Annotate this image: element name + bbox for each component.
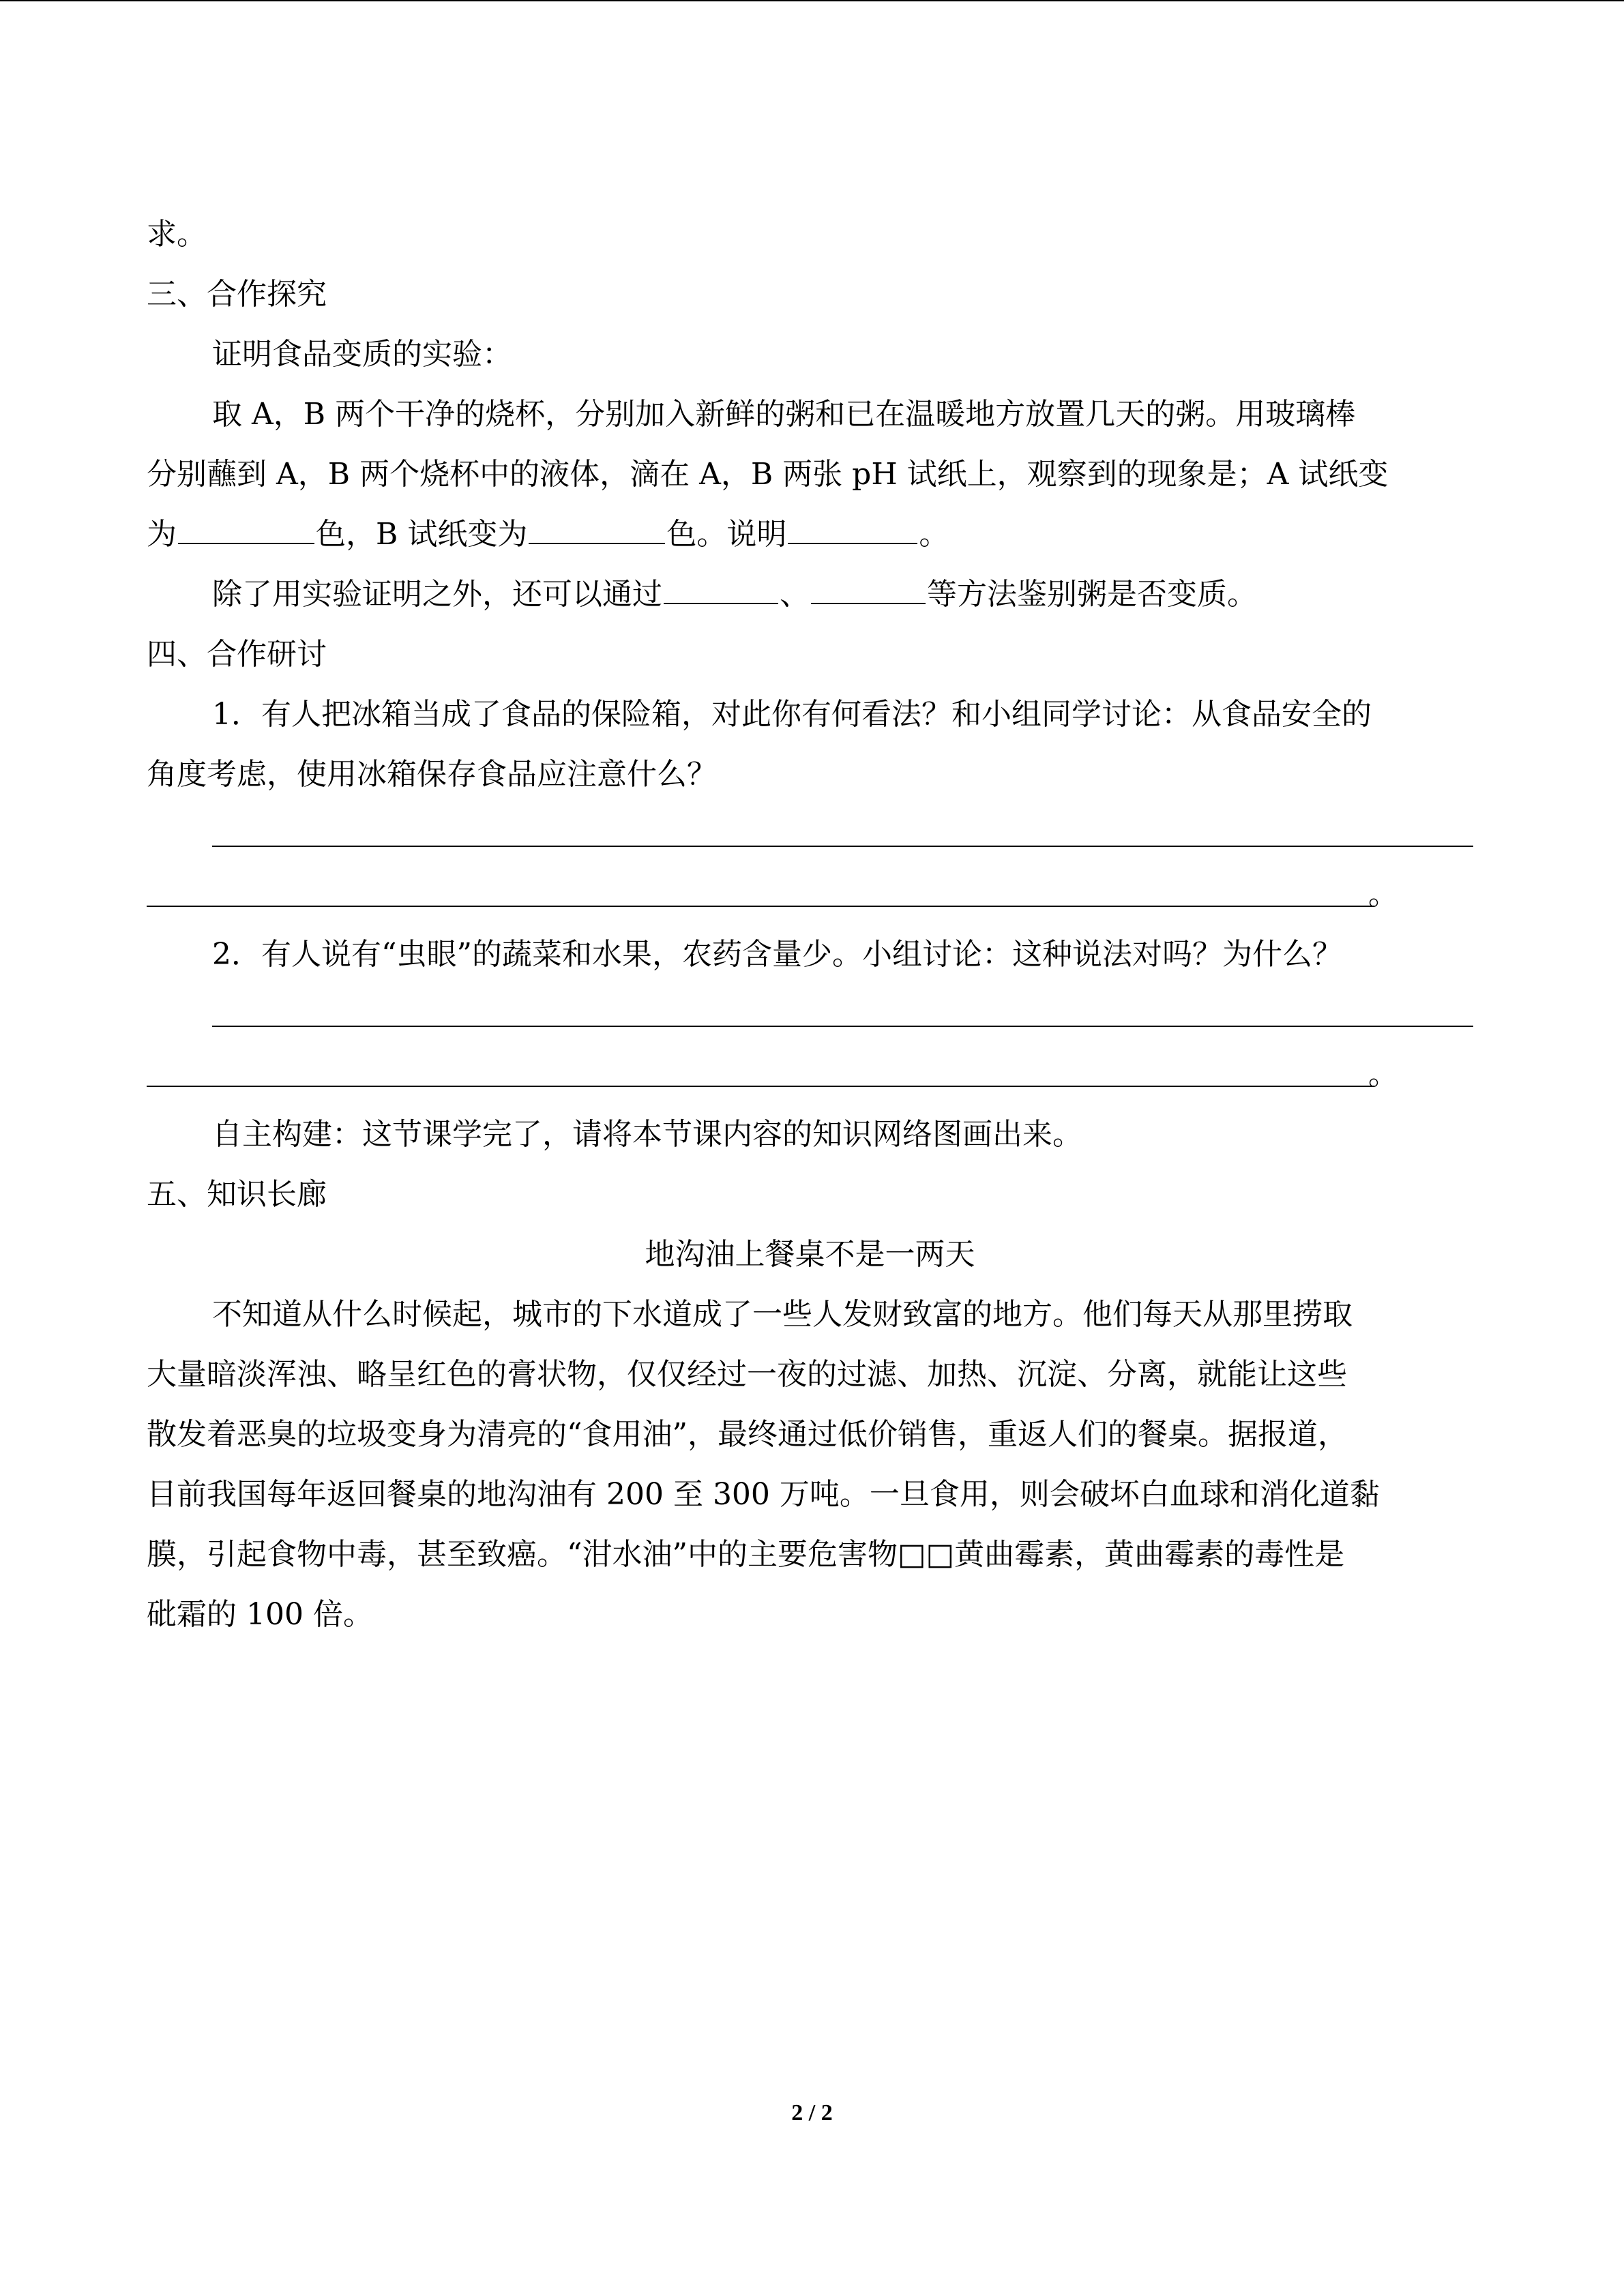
article-text: 膜，引起食物中毒，甚至致癌。“泔水油”中的主要危害物□□黄曲霉素，黄曲霉素的毒性是 [147,1537,1345,1572]
text-fragment: 。 [919,517,949,552]
page-top-border [0,0,1624,1]
page-number: 2 / 2 [791,2100,833,2126]
answer-line[interactable] [147,985,1473,1045]
question-1-cont: 角度考虑，使用冰箱保存食品应注意什么？ [147,757,717,792]
answer-blank[interactable] [529,513,665,544]
experiment-text: 取 A，B 两个干净的烧杯，分别加入新鲜的粥和已在温暖地方放置几天的粥。用玻璃棒 [212,397,1356,432]
answer-rule [212,846,1473,847]
article-title: 地沟油上餐桌不是一两天 [645,1237,975,1272]
question-2: 2．有人说有“虫眼”的蔬菜和水果，农药含量少。小组讨论：这种说法对吗？为什么？ [212,937,1342,972]
section-heading-3: 三、合作探究 [147,277,327,312]
answer-blank[interactable] [811,573,926,604]
article-text: 散发着恶臭的垃圾变身为清亮的“食用油”，最终通过低价销售，重返人们的餐桌。据报道， [147,1417,1348,1452]
answer-rule [147,906,1374,907]
fill-in-line [147,505,1473,565]
article-text: 大量暗淡浑浊、略呈红色的膏状物，仅仅经过一夜的过滤、加热、沉淀、分离，就能让这些 [147,1357,1347,1392]
answer-line[interactable] [147,1045,1473,1105]
text-fragment: 色。说明 [666,517,787,552]
answer-blank[interactable] [664,573,778,604]
answer-rule [147,1086,1374,1087]
article-text: 目前我国每年返回餐桌的地沟油有 200 至 300 万吨。一旦食用，则会破坏白血球和消化道黏 [147,1477,1380,1512]
answer-rule [212,1026,1473,1027]
period-mark: 。 [1368,1057,1398,1092]
experiment-text: 分别蘸到 A，B 两个烧杯中的液体，滴在 A，B 两张 pH 试纸上，观察到的现象是；A 试纸变 [147,457,1389,492]
answer-line[interactable] [147,805,1473,865]
section-heading-4: 四、合作研讨 [147,637,327,672]
text-line: 求。 [147,217,207,252]
article-text: 砒霜的 100 倍。 [147,1597,373,1632]
experiment-heading: 证明食品变质的实验： [212,337,512,372]
section-heading-5: 五、知识长廊 [147,1177,327,1212]
text-fragment: 为 [147,517,177,552]
self-construct-prompt: 自主构建：这节课学完了，请将本节课内容的知识网络图画出来。 [212,1117,1082,1152]
text-fragment: 、 [780,577,810,612]
document-page [147,205,1473,1645]
article-text: 不知道从什么时候起，城市的下水道成了一些人发财致富的地方。他们每天从那里捞取 [212,1297,1353,1332]
question-1: 1．有人把冰箱当成了食品的保险箱，对此你有何看法？和小组同学讨论：从食品安全的 [212,697,1372,732]
text-fragment: 除了用实验证明之外，还可以通过 [212,577,662,612]
answer-blank[interactable] [788,513,917,544]
text-fragment: 色，B 试纸变为 [316,517,528,552]
period-mark: 。 [1368,877,1398,912]
fill-in-line [147,565,1473,625]
answer-line[interactable] [147,865,1473,925]
text-fragment: 等方法鉴别粥是否变质。 [927,577,1257,612]
answer-blank[interactable] [178,513,314,544]
